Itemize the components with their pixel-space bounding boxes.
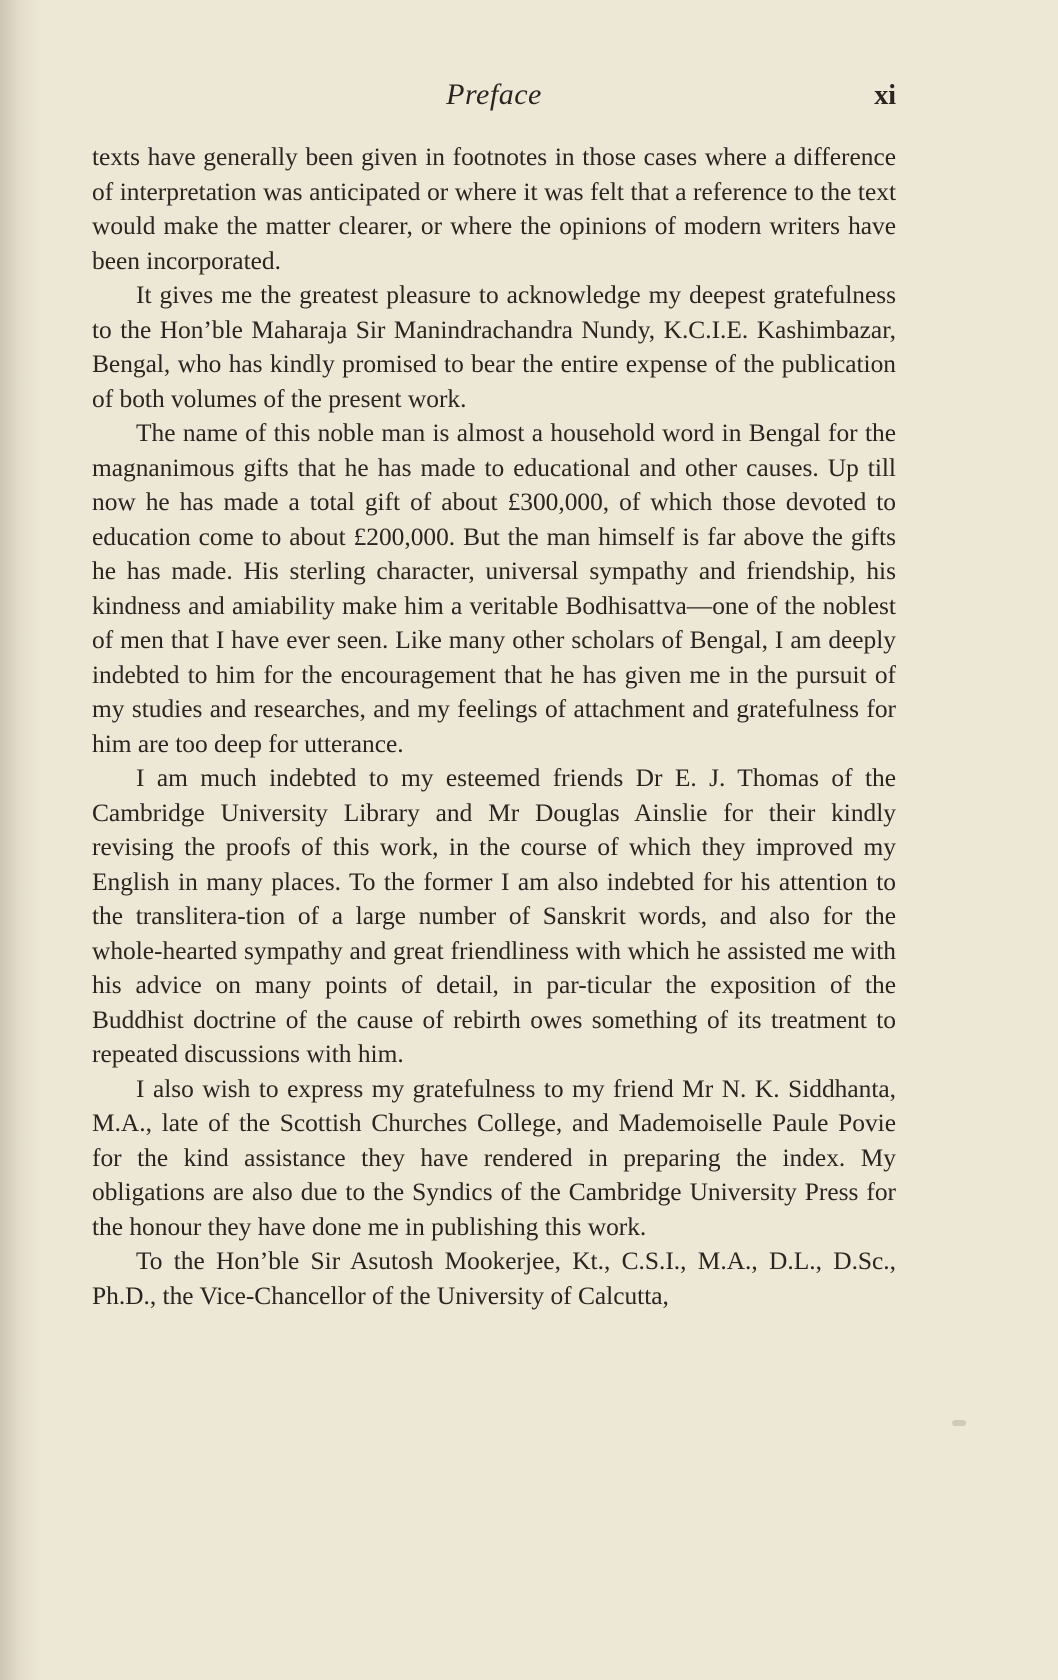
paragraph-mookerjee: To the Hon’ble Sir Asutosh Mookerjee, Kt., C.S.I., M.A., D.L., D.Sc., Ph.D., the Vice-Chancellor of the University of Calcutta, xyxy=(92,1247,896,1310)
paragraph-maharaja-gifts: The name of this noble man is almost a household word in Bengal for the magnanimous gifts that he has made to educational and other causes. Up till now he has made a total gift of about £300,000, of which those devoted to education come to about £200,000. But the man himself is far above the gifts he has made. His sterling character, universal sympathy and friendship, his kindness and amiability make him a veritable Bodhisattva—one of the noblest of men that I have ever seen. Like many other scholars of Bengal, I am deeply indebted to him for the encouragement that he has given me in the pursuit of my studies and researches, and my feelings of attachment and gratefulness for him are too deep for utterance. xyxy=(92,419,896,758)
running-head xyxy=(92,78,896,118)
body-text xyxy=(92,140,896,1313)
paragraph-acknowledgement-maharaja: It gives me the greatest pleasure to acknowledge my deepest gratefulness to the Hon’ble Maharaja Sir Manindrachandra Nundy, K.C.I.E. Kashimbazar, Bengal, who has kindly promised to bear the entire expense of the publication of both volumes of the present work. xyxy=(92,281,896,413)
paragraph-index-assistance: I also wish to express my gratefulness to my friend Mr N. K. Siddhanta, M.A., late of the Scottish Churches College, and Mademoiselle Paule Povie for the kind assistance they have rendered in preparing the index. My obligations are also due to the Syndics of the Cambridge University Press for the honour they have done me in publishing this work. xyxy=(92,1074,896,1241)
page-number: xi xyxy=(874,80,896,111)
paper-blemish xyxy=(952,1420,966,1426)
paragraph-continuation: texts have generally been given in footnotes in those cases where a difference of interpretation was anticipated or where it was felt that a reference to the text would make the matter clearer, or where the opinions of modern writers have been incorporated. xyxy=(92,143,896,275)
running-title: Preface xyxy=(446,78,542,111)
paragraph-thomas-ainslie: I am much indebted to my esteemed friends Dr E. J. Thomas of the Cambridge University Library and Mr Douglas Ainslie for their kindly revising the proofs of this work, in the course of which they improved my English in many places. To the former I am also indebted for his attention to the translitera-tion of a large number of Sanskrit words, and also for the whole-hearted sympathy and great friendliness with which he assisted me with his advice on many points of detail, in par-ticular the exposition of the Buddhist doctrine of the cause of rebirth owes something of its treatment to repeated discussions with him. xyxy=(92,764,896,1068)
